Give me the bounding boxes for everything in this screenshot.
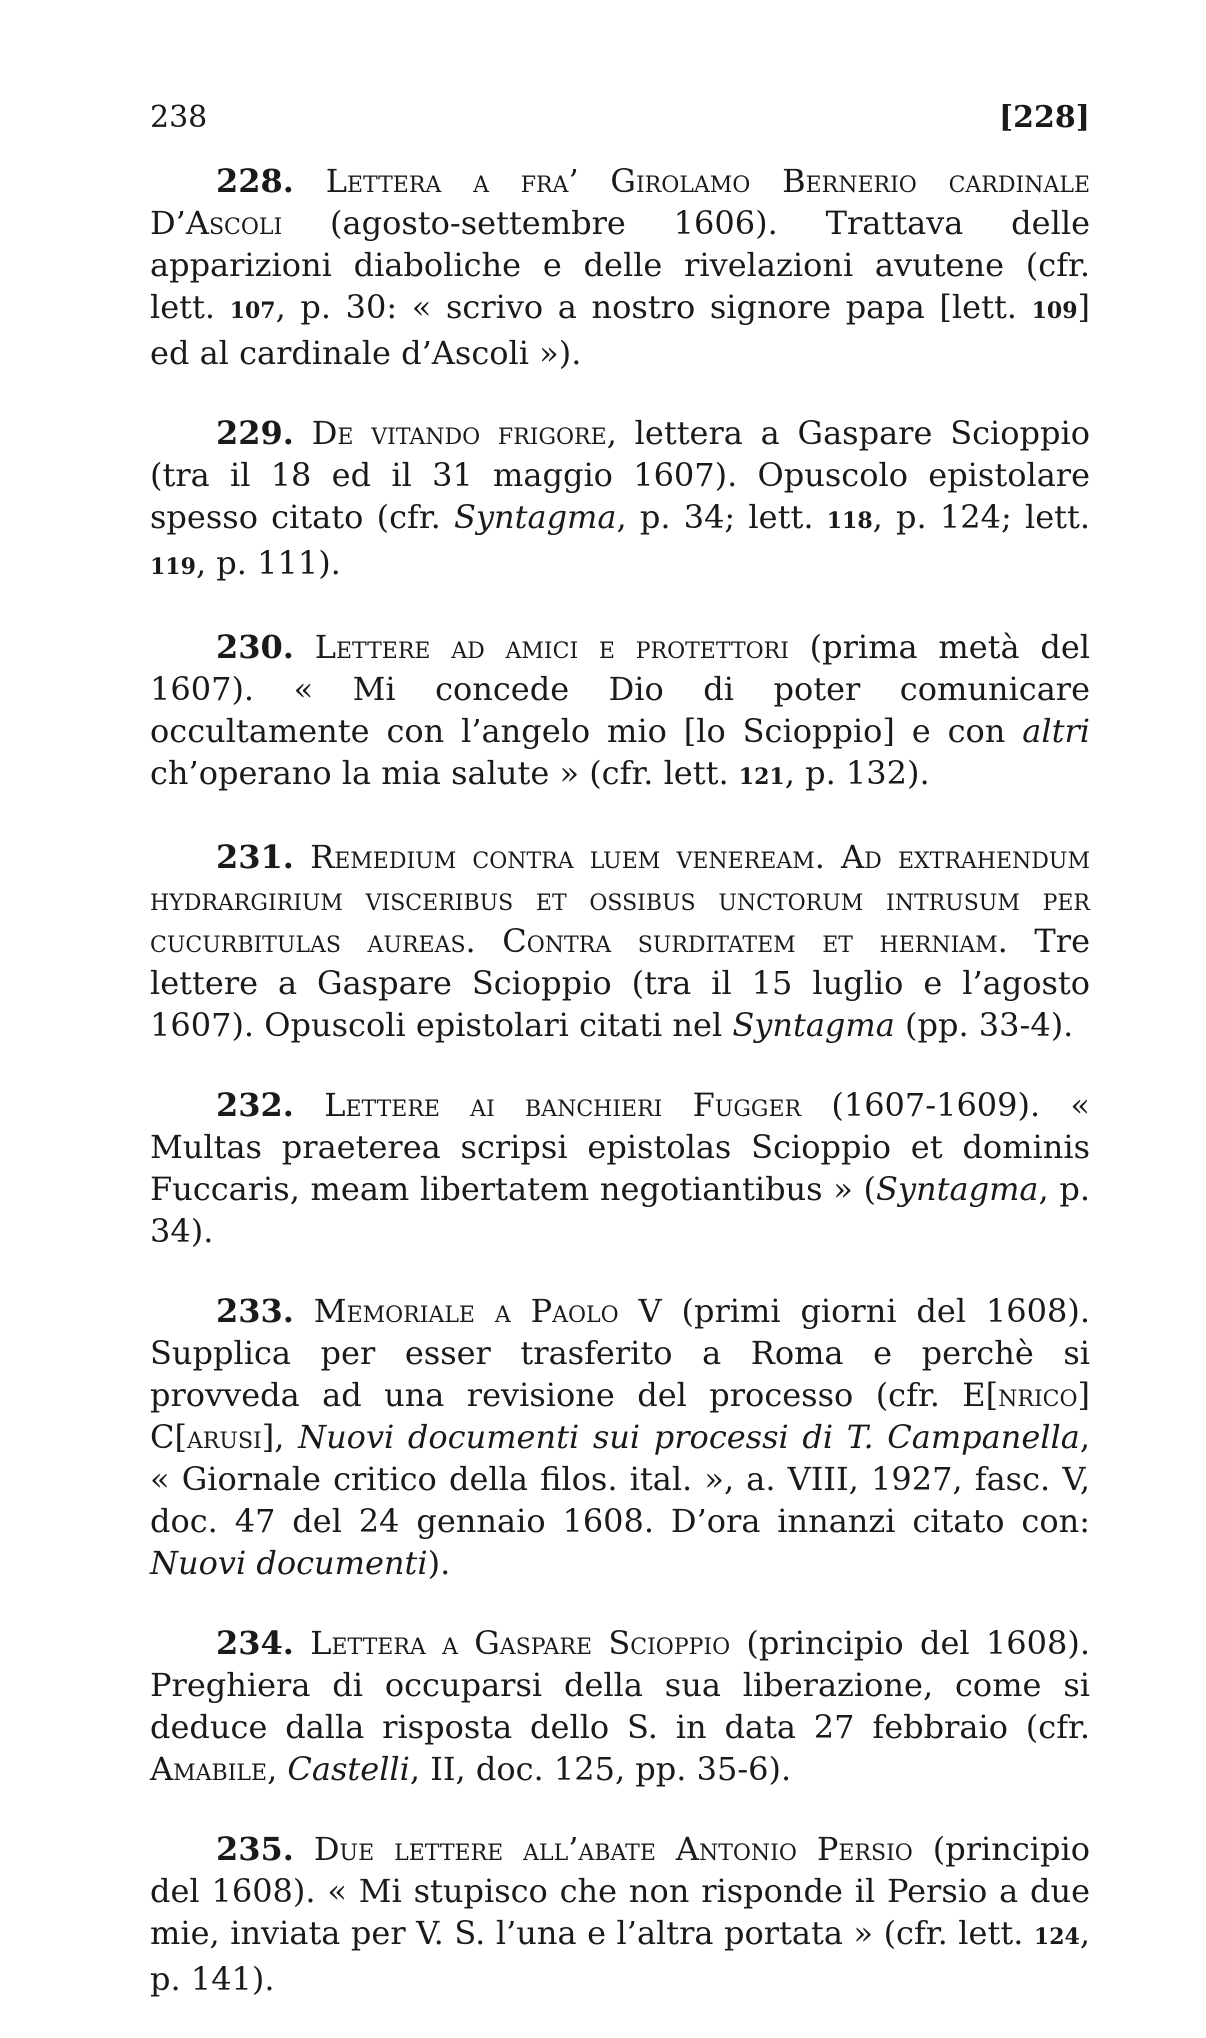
entry-text-segment: arusi — [186, 1418, 262, 1456]
entry-text-segment: 109 — [1031, 298, 1078, 324]
entry-number: 233. — [216, 1292, 294, 1330]
entry-text-segment: ch’operano la mia salute » (cfr. lett. — [150, 754, 739, 792]
entry-text-segment: Lettera a fra’ Girolamo Bernerio cardinale D’Ascoli — [150, 162, 1091, 242]
entry-229 — [150, 412, 1090, 588]
entry-text-segment: , — [267, 1750, 288, 1788]
entry-text-segment: (1607-1609). « Multas praeterea scripsi epistolas Scioppio et dominis Fuccaris, meam libertatem negotiantibus » ( — [150, 1086, 1091, 1208]
entry-text-segment: De vitando frigore — [311, 414, 607, 452]
entry-text-segment: , p. 141). — [150, 1914, 1090, 1998]
entry-text-segment: , « Giornale critico della filos. ital. », a. VIII, 1927, fasc. V, doc. 47 del 24 gennaio 1608. D’ora innanzi citato con: — [150, 1418, 1091, 1540]
entry-text — [150, 1292, 1090, 1582]
entry-number: 228. — [216, 162, 294, 200]
entry-text-segment: 119 — [150, 554, 196, 580]
entry-text-segment: Memoriale a Paolo V — [313, 1292, 662, 1330]
page-header — [150, 100, 1090, 140]
entry-number: 234. — [216, 1624, 294, 1662]
entry-text-segment: , p. 30: « scrivo a nostro signore papa [lett. — [275, 288, 1032, 326]
entry-number: 229. — [216, 414, 294, 452]
entry-text-segment: (principio del 1608). « Mi stupisco che non risponde il Persio a due mie, inviata per V. S. l’una e l’altra portata » (cfr. lett. — [150, 1830, 1091, 1952]
entry-235 — [150, 1828, 1090, 2000]
entry-number: 235. — [216, 1830, 294, 1868]
entry-list — [150, 160, 1090, 2038]
entry-text-segment: (principio del 1608). Preghiera di occuparsi della sua liberazione, come si deduce dalla risposta dello S. in data 27 febbraio (cfr. — [150, 1624, 1090, 1746]
entry-text-segment: Lettera a Gaspare Scioppio — [310, 1624, 731, 1662]
section-reference: [228] — [998, 100, 1090, 135]
entry-text-segment: Tre lettere a Gaspare Scioppio (tra il 15 luglio e l’agosto 1607). Opuscoli epistolari citati nel — [150, 922, 1091, 1044]
entry-text-segment: nrico — [998, 1376, 1078, 1414]
entry-text-segment: Lettere ad amici e protettori — [314, 628, 789, 666]
entry-text-segment: , p. 124; lett. — [872, 498, 1091, 536]
entry-233 — [150, 1290, 1090, 1584]
entry-text-segment: ] ed al cardinale d’Ascoli »). — [150, 288, 1091, 372]
entry-text-segment: (pp. 33-4). — [894, 1006, 1074, 1044]
entry-230 — [150, 626, 1090, 798]
entry-text-segment: Syntagma — [732, 1006, 895, 1044]
page-number: 238 — [150, 100, 208, 135]
entry-text-segment: (prima metà del 1607). « Mi concede Dio di poter comunicare occultamente con l’angelo mio [lo Scioppio] e con — [150, 628, 1090, 750]
entry-text-segment: , lettera a Gaspare Scioppio (tra il 18 ed il 31 maggio 1607). Opuscolo epistolare spesso citato (cfr. — [150, 414, 1091, 536]
entry-number: 232. — [216, 1086, 294, 1124]
entry-text-segment: Castelli — [287, 1750, 410, 1788]
entry-text-segment: Syntagma — [454, 498, 617, 536]
entry-text-segment: Due lettere all’abate Antonio Persio — [313, 1830, 913, 1868]
entry-text-segment: , p. 132). — [784, 754, 930, 792]
entry-text-segment: ], — [261, 1418, 299, 1456]
entry-text-segment: , p. 111). — [195, 544, 341, 582]
entry-text-segment: 121 — [738, 764, 785, 790]
entry-231 — [150, 836, 1090, 1046]
entry-text-segment: 118 — [826, 508, 873, 534]
entry-text-segment: Syntagma — [876, 1170, 1039, 1208]
entry-text-segment: Nuovi documenti sui processi di T. Campanella — [298, 1418, 1080, 1456]
entry-232 — [150, 1084, 1090, 1252]
entry-228 — [150, 160, 1090, 374]
entry-text-segment: , p. 34). — [150, 1170, 1091, 1250]
entry-text-segment: (primi giorni del 1608). Supplica per esser trasferito a Roma e perchè si provveda ad una revisione del processo (cfr. E[ — [150, 1292, 1091, 1414]
entry-234 — [150, 1622, 1090, 1790]
entry-text-segment: Remedium contra luem veneream. Ad extrahendum hydrargirium visceribus et ossibus unctorum intrusum per cucurbitulas aureas. Contra surditatem et herniam. — [150, 838, 1091, 960]
entry-text-segment: ] C[ — [150, 1376, 1090, 1456]
entry-text-segment: 124 — [1033, 1924, 1080, 1950]
entry-number: 230. — [216, 628, 294, 666]
entry-text-segment: Lettere ai banchieri Fugger — [324, 1086, 802, 1124]
entry-text-segment: altri — [1022, 712, 1090, 750]
entry-number: 231. — [216, 838, 294, 876]
entry-text-segment: ). — [427, 1544, 451, 1582]
entry-text-segment: 107 — [229, 298, 276, 324]
entry-text-segment: Amabile — [150, 1750, 268, 1788]
entry-text-segment: Nuovi documenti — [150, 1544, 428, 1582]
entry-text-segment: (agosto-settembre 1606). Trattava delle apparizioni diaboliche e delle rivelazioni avutene (cfr. lett. — [150, 204, 1090, 326]
entry-text-segment: , II, doc. 125, pp. 35-6). — [409, 1750, 792, 1788]
entry-text-segment: , p. 34; lett. — [616, 498, 827, 536]
